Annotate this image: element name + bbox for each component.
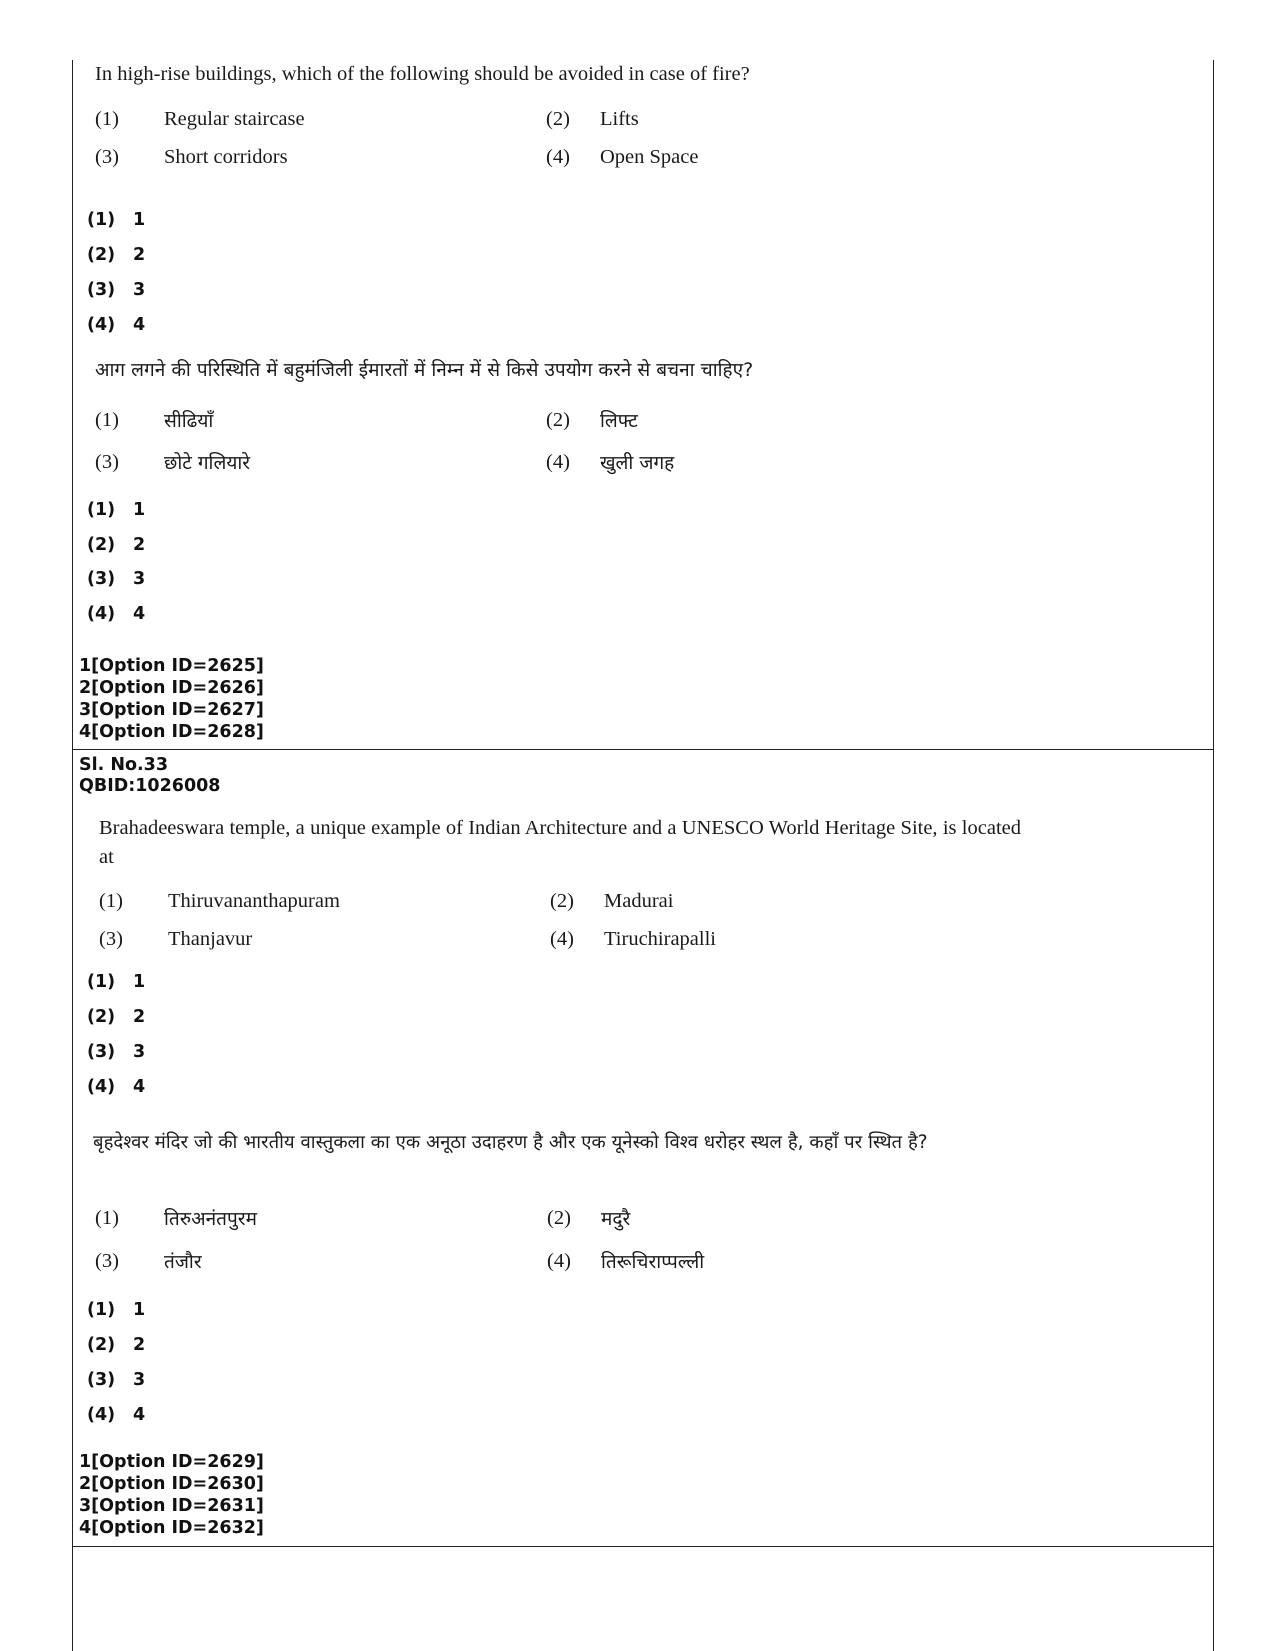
answer-value: 4 [133, 1077, 146, 1097]
option-text: तिरूचिराप्पल्ली [601, 1251, 705, 1273]
answer-value: 2 [133, 1007, 146, 1027]
answer-value: 1 [133, 972, 146, 992]
question-divider [72, 1546, 1214, 1547]
answer-value: 1 [133, 210, 146, 230]
option-text: Regular staircase [164, 108, 305, 130]
option-text: Tiruchirapalli [604, 928, 716, 950]
answer-choice[interactable] [87, 535, 145, 555]
answer-number: (3) [87, 280, 116, 300]
answer-value: 4 [133, 315, 146, 335]
option-id: 3[Option ID=2627] [79, 700, 264, 720]
option-number: (1) [95, 1207, 119, 1229]
option-number: (4) [547, 1250, 571, 1272]
answer-value: 2 [133, 1335, 146, 1355]
answer-number: (2) [87, 245, 116, 265]
answer-number: (2) [87, 1335, 116, 1355]
option-text: खुली जगह [600, 452, 675, 474]
option-number: (2) [550, 890, 574, 912]
option-id: 1[Option ID=2625] [79, 656, 264, 676]
page-frame-left [72, 60, 73, 1651]
answer-choice[interactable] [87, 280, 145, 300]
option-text: छोटे गलियारे [164, 452, 251, 474]
answer-number: (4) [87, 604, 116, 624]
question-meta [79, 755, 221, 797]
answer-value: 1 [133, 500, 146, 520]
answer-number: (3) [87, 1042, 116, 1062]
option-number: (4) [550, 928, 574, 950]
answer-choice[interactable] [87, 1042, 145, 1062]
question-text-english: In high-rise buildings, which of the following should be avoided in case of fire? [95, 63, 750, 85]
serial-number: Sl. No.33 [79, 755, 169, 775]
option-text: Short corridors [164, 146, 288, 168]
answer-number: (3) [87, 1370, 116, 1390]
question-divider [72, 749, 1214, 750]
answer-number: (1) [87, 972, 116, 992]
answer-choice[interactable] [87, 1405, 145, 1425]
option-text: लिफ्ट [600, 410, 638, 432]
answer-choice[interactable] [87, 1335, 145, 1355]
answer-choice[interactable] [87, 315, 145, 335]
answer-value: 3 [133, 1370, 146, 1390]
answer-value: 3 [133, 280, 146, 300]
answer-number: (4) [87, 315, 116, 335]
answer-choice[interactable] [87, 569, 145, 589]
option-id: 2[Option ID=2626] [79, 678, 264, 698]
option-number: (3) [95, 1250, 119, 1272]
answer-value: 4 [133, 1405, 146, 1425]
question-text-hindi: बृहदेश्वर मंदिर जो की भारतीय वास्तुकला का एक अनूठा उदाहरण है और एक यूनेस्को विश्व धरोहर स्थल है, कहाँ पर स्थित है? [93, 1132, 928, 1153]
answer-value: 2 [133, 535, 146, 555]
answer-value: 3 [133, 569, 146, 589]
answer-value: 2 [133, 245, 146, 265]
option-number: (1) [95, 108, 119, 130]
answer-value: 3 [133, 1042, 146, 1062]
option-id-list [79, 655, 264, 743]
option-id-list [79, 1451, 264, 1539]
option-number: (3) [99, 928, 123, 950]
option-number: (4) [546, 146, 570, 168]
answer-choice[interactable] [87, 210, 145, 230]
option-number: (3) [95, 146, 119, 168]
answer-value: 1 [133, 1300, 146, 1320]
answer-number: (4) [87, 1077, 116, 1097]
answer-choice[interactable] [87, 1077, 145, 1097]
answer-choice[interactable] [87, 1300, 145, 1320]
option-id: 4[Option ID=2632] [79, 1518, 264, 1538]
answer-number: (1) [87, 500, 116, 520]
option-text: Thanjavur [168, 928, 253, 950]
answer-choice[interactable] [87, 1370, 145, 1390]
option-number: (2) [547, 1207, 571, 1229]
option-text: तिरुअनंतपुरम [164, 1208, 257, 1230]
answer-number: (4) [87, 1405, 116, 1425]
answer-number: (3) [87, 569, 116, 589]
question-text-english: Brahadeeswara temple, a unique example of Indian Architecture and a UNESCO World Heritage Site, is located at [99, 817, 1021, 868]
question-text-hindi: आग लगने की परिस्थिति में बहुमंजिली ईमारतों में निम्न में से किसे उपयोग करने से बचना चाहिए? [95, 359, 754, 381]
answer-value: 4 [133, 604, 146, 624]
answer-choice[interactable] [87, 972, 145, 992]
option-id: 3[Option ID=2631] [79, 1496, 264, 1516]
option-text: सीढियाँ [164, 410, 214, 432]
option-number: (2) [546, 108, 570, 130]
option-number: (1) [99, 890, 123, 912]
answer-number: (2) [87, 1007, 116, 1027]
answer-number: (1) [87, 210, 116, 230]
qbid: QBID:1026008 [79, 776, 221, 796]
answer-choice[interactable] [87, 245, 145, 265]
option-id: 4[Option ID=2628] [79, 722, 264, 742]
answer-choice[interactable] [87, 500, 145, 520]
answer-choice[interactable] [87, 604, 145, 624]
page-frame-right [1213, 60, 1214, 1651]
option-text: Thiruvananthapuram [168, 890, 340, 912]
option-id: 1[Option ID=2629] [79, 1452, 264, 1472]
option-text: तंजौर [164, 1251, 202, 1273]
answer-number: (1) [87, 1300, 116, 1320]
option-text: Lifts [600, 108, 639, 130]
option-text: Open Space [600, 146, 699, 168]
option-text: मदुरै [601, 1208, 631, 1230]
option-number: (1) [95, 409, 119, 431]
option-number: (4) [546, 451, 570, 473]
option-number: (2) [546, 409, 570, 431]
option-number: (3) [95, 451, 119, 473]
answer-choice[interactable] [87, 1007, 145, 1027]
option-id: 2[Option ID=2630] [79, 1474, 264, 1494]
answer-number: (2) [87, 535, 116, 555]
option-text: Madurai [604, 890, 674, 912]
